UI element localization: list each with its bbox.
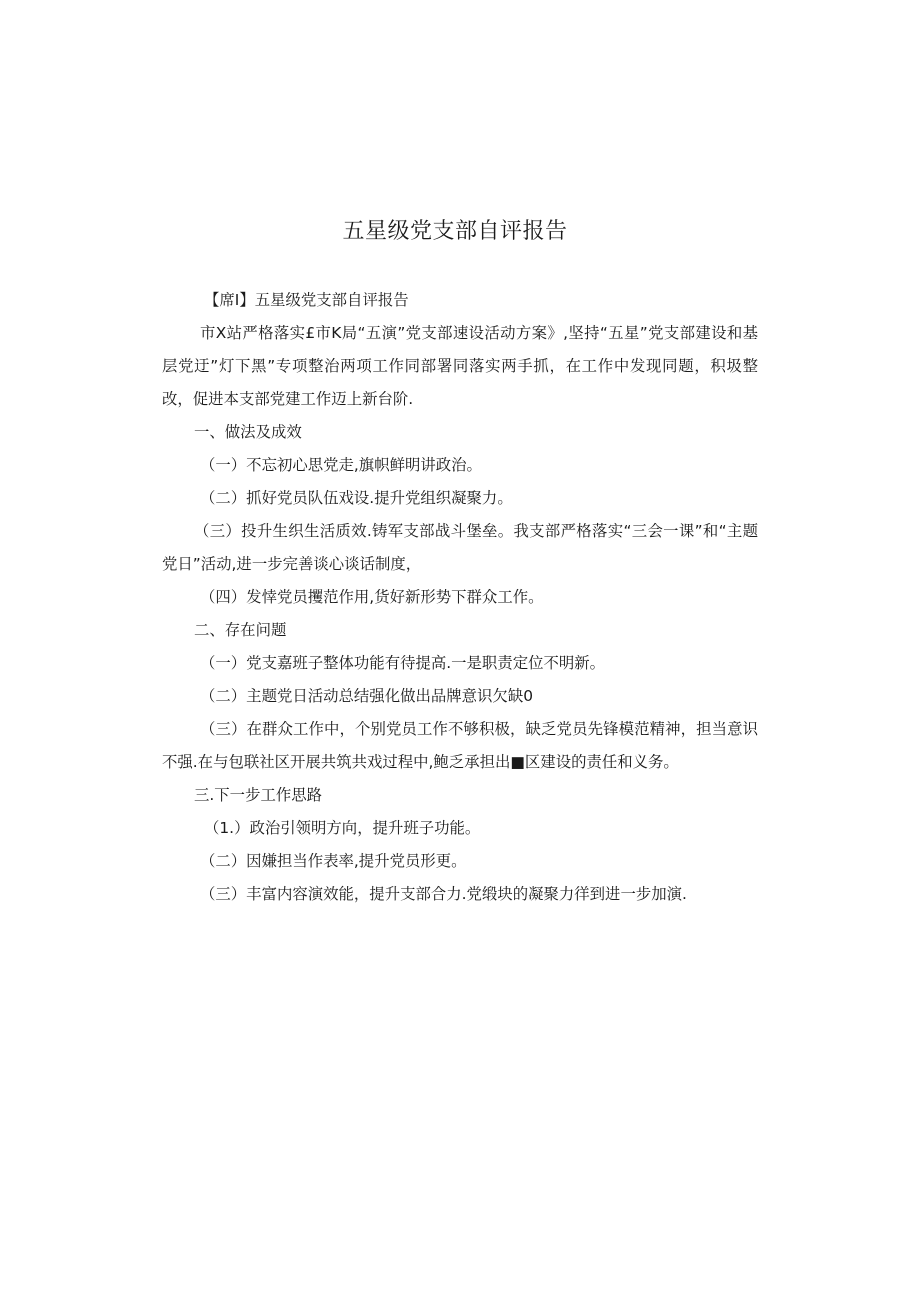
- section-3-item-3: （三）丰富内容演效能，提升支部合力.党缎块的凝聚力徉到进一步加演.: [200, 885, 687, 903]
- section-2-item-1: （一）党支嘉班子整体功能有待提高.一是职责定位不明新。: [200, 654, 606, 672]
- section-heading-1: 一、做法及成效: [194, 423, 302, 441]
- subtitle-line: 【席Ⅰ】五星级党支部自评报告: [204, 291, 409, 309]
- section-2-item-3: （三）在群众工作中，个别党员工作不够积极，缺乏党员先锋模范精神，担当意识不强.在与包联社区开展共筑共戏过程中,鲍乏承担出■区建设的责任和义务。: [162, 720, 758, 771]
- section-1-item-2: （二）抓好党员队伍戏设.提升党组织凝聚力。: [200, 489, 513, 507]
- section-heading-3: 三.下一步工作思路: [194, 786, 323, 804]
- section-3-item-1: （1.）政治引领明方向，提升班子功能。: [204, 819, 481, 837]
- section-3-item-2: （二）因嫌担当作表率,提升党员形更。: [200, 852, 467, 870]
- document-body: [162, 284, 758, 911]
- section-1-item-1: （一）不忘初心思党走,旗帜鲜明讲政治。: [200, 456, 482, 474]
- section-1-item-4: （四）发悻党员攫范作用,货好新形势下群众工作。: [200, 588, 544, 606]
- document-title: 五星级党支部自评报告: [342, 219, 568, 244]
- section-1-item-3: （三）投升生织生活质效.铸军支部战斗堡垒。我支部严格落实“三会一课”和“主题党日”活动,进一步完善谈心谈话制度，: [162, 522, 758, 573]
- section-heading-2: 二、存在问题: [194, 621, 287, 639]
- intro-paragraph: 市X站严格落实£市K局“五演”党支部速设活动方案》,坚持“五星”党支部建设和基层党迂”灯下黑”专项整治两项工作同部署同落实两手抓，在工作中发现同题，积圾整改，促进本支部党建工作迈上新台阶.: [162, 324, 758, 408]
- section-2-item-2: （二）主题党日活动总结强化做出品牌意识欠缺0: [200, 687, 533, 705]
